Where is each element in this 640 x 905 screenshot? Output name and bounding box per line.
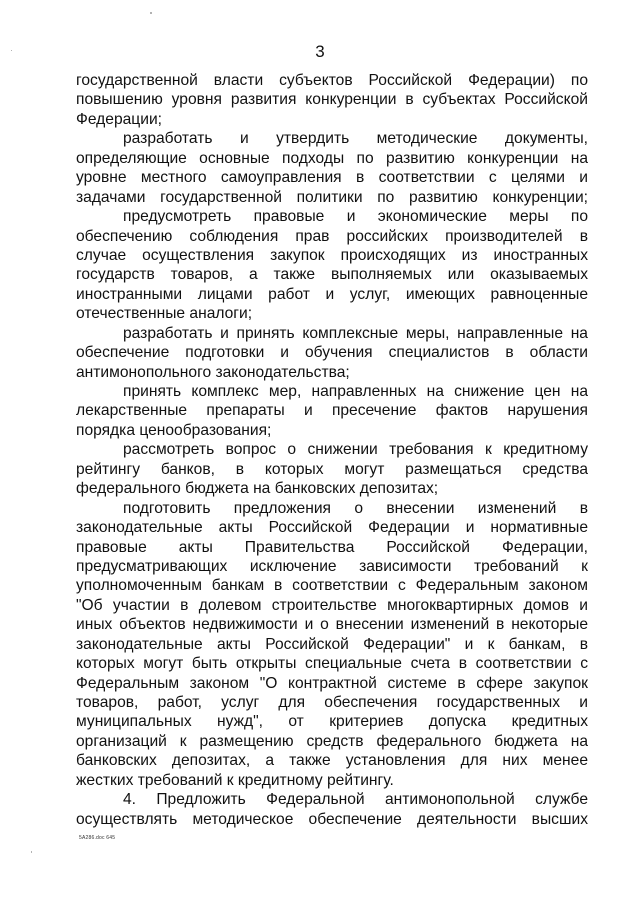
text-line: разработать и принять комплексные меры, направленные на <box>123 324 588 342</box>
page-number: 3 <box>315 42 325 61</box>
text-line: обеспечение подготовки и обучения специалистов в области <box>76 344 588 362</box>
text-line: осуществлять методическое обеспечение деятельности высших <box>76 810 588 828</box>
text-line: рассмотреть вопрос о снижении требования к кредитному <box>123 441 588 459</box>
text-line: организаций к размещению средств федерального бюджета на <box>76 732 588 750</box>
text-line: уровне местного самоуправления в соответствии с целями и <box>76 169 588 187</box>
text-line: Федеральным законом "О контрактной системе в сфере закупок <box>76 674 588 692</box>
text-line: предусматривающих исключение зависимости требований к <box>76 557 588 575</box>
text-line: порядка ценообразования; <box>76 421 272 439</box>
text-line: муниципальных нужд", от критериев допуска кредитных <box>76 713 588 731</box>
text-line: законодательные акты Российской Федерации и нормативные <box>76 519 588 537</box>
scan-speck <box>150 12 152 14</box>
text-line: рейтингу банков, в которых могут размещаться средства <box>76 460 588 478</box>
text-line: законодательные акты Российской Федерации" и к банкам, в <box>76 635 588 653</box>
text-line: предусмотреть правовые и экономические меры по <box>123 208 588 226</box>
text-line: лекарственные препараты и пресечение фактов нарушения <box>76 402 588 420</box>
text-line: иных объектов недвижимости и о внесении изменений в некоторые <box>76 616 588 634</box>
text-line: иностранными лицами работ и услуг, имеющих равноценные <box>76 285 588 303</box>
text-line: уполномоченным банкам в соответствии с Федеральным законом <box>76 577 588 595</box>
text-line: товаров, работ, услуг для обеспечения государственных и <box>76 694 588 711</box>
text-line: принять комплекс мер, направленных на снижение цен на <box>123 383 588 400</box>
text-line: государственной власти субъектов Российской Федерации) по <box>76 72 588 89</box>
text-line: государств товаров, а также выполняемых или оказываемых <box>76 266 588 284</box>
text-line: правовые акты Правительства Российской Федерации, <box>76 538 588 556</box>
text-line: подготовить предложения о внесении изменений в <box>123 499 588 517</box>
text-line: антимонопольного законодательства; <box>76 363 350 381</box>
scan-speck <box>11 50 12 51</box>
text-line: банковских депозитах, а также установления для них менее <box>76 752 588 770</box>
text-line: жестких требований к кредитному рейтингу. <box>76 771 394 789</box>
body-text <box>76 71 588 829</box>
text-line: обеспечению соблюдения прав российских производителей в <box>76 227 588 245</box>
text-line: которых могут быть открыты специальные счета в соответствии с <box>76 655 588 673</box>
text-line: отечественные аналоги; <box>76 305 253 323</box>
text-line: "Об участии в долевом строительстве многоквартирных домов и <box>76 596 588 614</box>
text-line: повышению уровня развития конкуренции в субъектах Российской <box>76 91 588 109</box>
text-line: Федерации; <box>76 110 162 128</box>
text-line: определяющие основные подходы по развитию конкуренции на <box>76 149 588 167</box>
footer-document-code: 5A286.doc 645 <box>79 835 116 841</box>
scan-speck <box>31 851 32 853</box>
text-line: федерального бюджета на банковских депозитах; <box>76 480 439 498</box>
text-line: случае осуществления закупок происходящих из иностранных <box>76 246 588 264</box>
text-line: 4. Предложить Федеральной антимонопольной службе <box>123 791 588 809</box>
text-line: задачами государственной политики по развитию конкуренции; <box>76 188 588 206</box>
text-line: разработать и утвердить методические документы, <box>123 130 588 148</box>
